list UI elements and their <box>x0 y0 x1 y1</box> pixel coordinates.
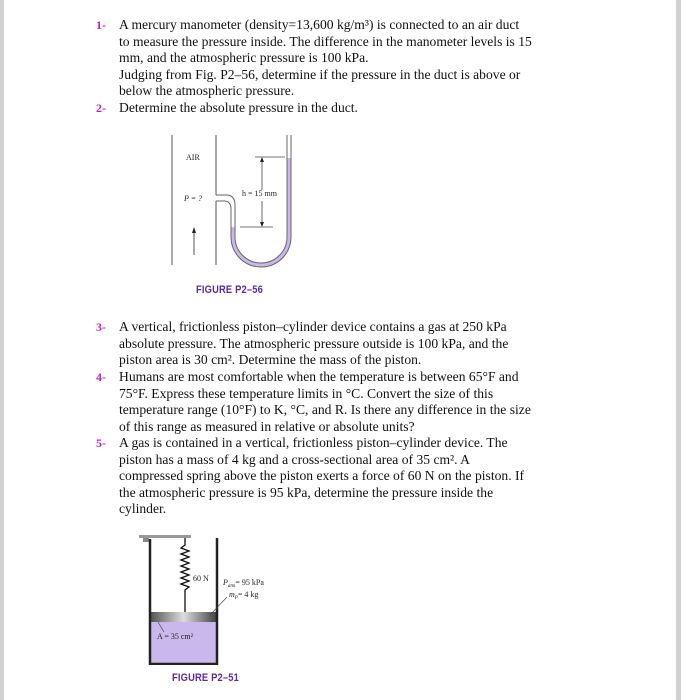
figure-caption-p2-51: FIGURE P2–51 <box>172 672 240 684</box>
problem-text-line: mm, and the atmospheric pressure is 100 kPa. <box>119 50 369 66</box>
problem-3 <box>96 319 589 369</box>
problem-text-line: to measure the pressure inside. The difference in the manometer levels is 15 <box>119 33 532 49</box>
figure-p2-51 <box>135 535 295 665</box>
problem-text-line: A mercury manometer (density=13,600 kg/m³) is connected to an air duct <box>119 17 520 32</box>
problem-text-line: A gas is contained in a vertical, frictionless piston–cylinder device. The <box>119 435 508 450</box>
problem-text-line: piston has a mass of 4 kg and a cross-sectional area of 35 cm². A <box>119 451 471 467</box>
problem-text-line: compressed spring above the piston exerts a force of 60 N on the piston. If <box>119 468 525 484</box>
problem-2 <box>96 100 589 117</box>
problem-number: 2- <box>96 101 106 115</box>
problem-1 <box>96 17 589 100</box>
problem-number: 1- <box>96 18 106 32</box>
problem-text-line: the atmospheric pressure is 95 kPa, determine the pressure inside the <box>119 484 494 500</box>
problem-text-line: Determine the absolute pressure in the duct. <box>119 100 358 115</box>
label-mass: $m_P= 4$ kg <box>229 590 259 601</box>
label-patm: $P_{atm}= 95$ kPa <box>223 578 264 589</box>
problem-text-line: cylinder. <box>119 501 167 517</box>
spring-icon <box>181 538 189 612</box>
problem-text-line: 75°F. Express these temperature limits in °C. Convert the size of this <box>119 385 494 401</box>
piston-cylinder-diagram <box>135 535 295 665</box>
problem-text-line: of this range as measured in relative or absolute units? <box>119 418 415 434</box>
label-pressure: P = ? <box>184 194 203 203</box>
label-air: AIR <box>186 153 200 162</box>
problem-text-line: A vertical, frictionless piston–cylinder device contains a gas at 250 kPa <box>119 319 507 334</box>
figure-p2-56 <box>160 135 320 275</box>
problem-text-line: absolute pressure. The atmospheric pressure outside is 100 kPa, and the <box>119 335 509 351</box>
problem-text-line: below the atmospheric pressure. <box>119 83 295 99</box>
problem-number: 5- <box>96 436 106 450</box>
page-edge-left <box>0 0 4 700</box>
figure-caption-p2-56: FIGURE P2–56 <box>196 284 264 296</box>
label-force: 60 N <box>193 574 209 583</box>
problem-number: 3- <box>96 320 106 334</box>
problem-5 <box>96 435 589 518</box>
page-edge-right <box>676 0 681 700</box>
problem-text-line: temperature range (10°F) to K, °C, and R. Is there any difference in the size <box>119 402 531 418</box>
problem-number: 4- <box>96 370 106 384</box>
problem-text-line: Humans are most comfortable when the temperature is between 65°F and <box>119 369 519 384</box>
problem-4 <box>96 369 589 435</box>
problem-text-line: piston area is 30 cm². Determine the mass of the piston. <box>119 352 422 368</box>
piston <box>151 612 216 622</box>
label-height: h = 15 mm <box>242 189 277 198</box>
manometer-diagram <box>160 135 320 275</box>
problem-text-line: Judging from Fig. P2–56, determine if the pressure in the duct is above or <box>119 66 521 82</box>
label-area: A = 35 cm² <box>157 632 194 641</box>
